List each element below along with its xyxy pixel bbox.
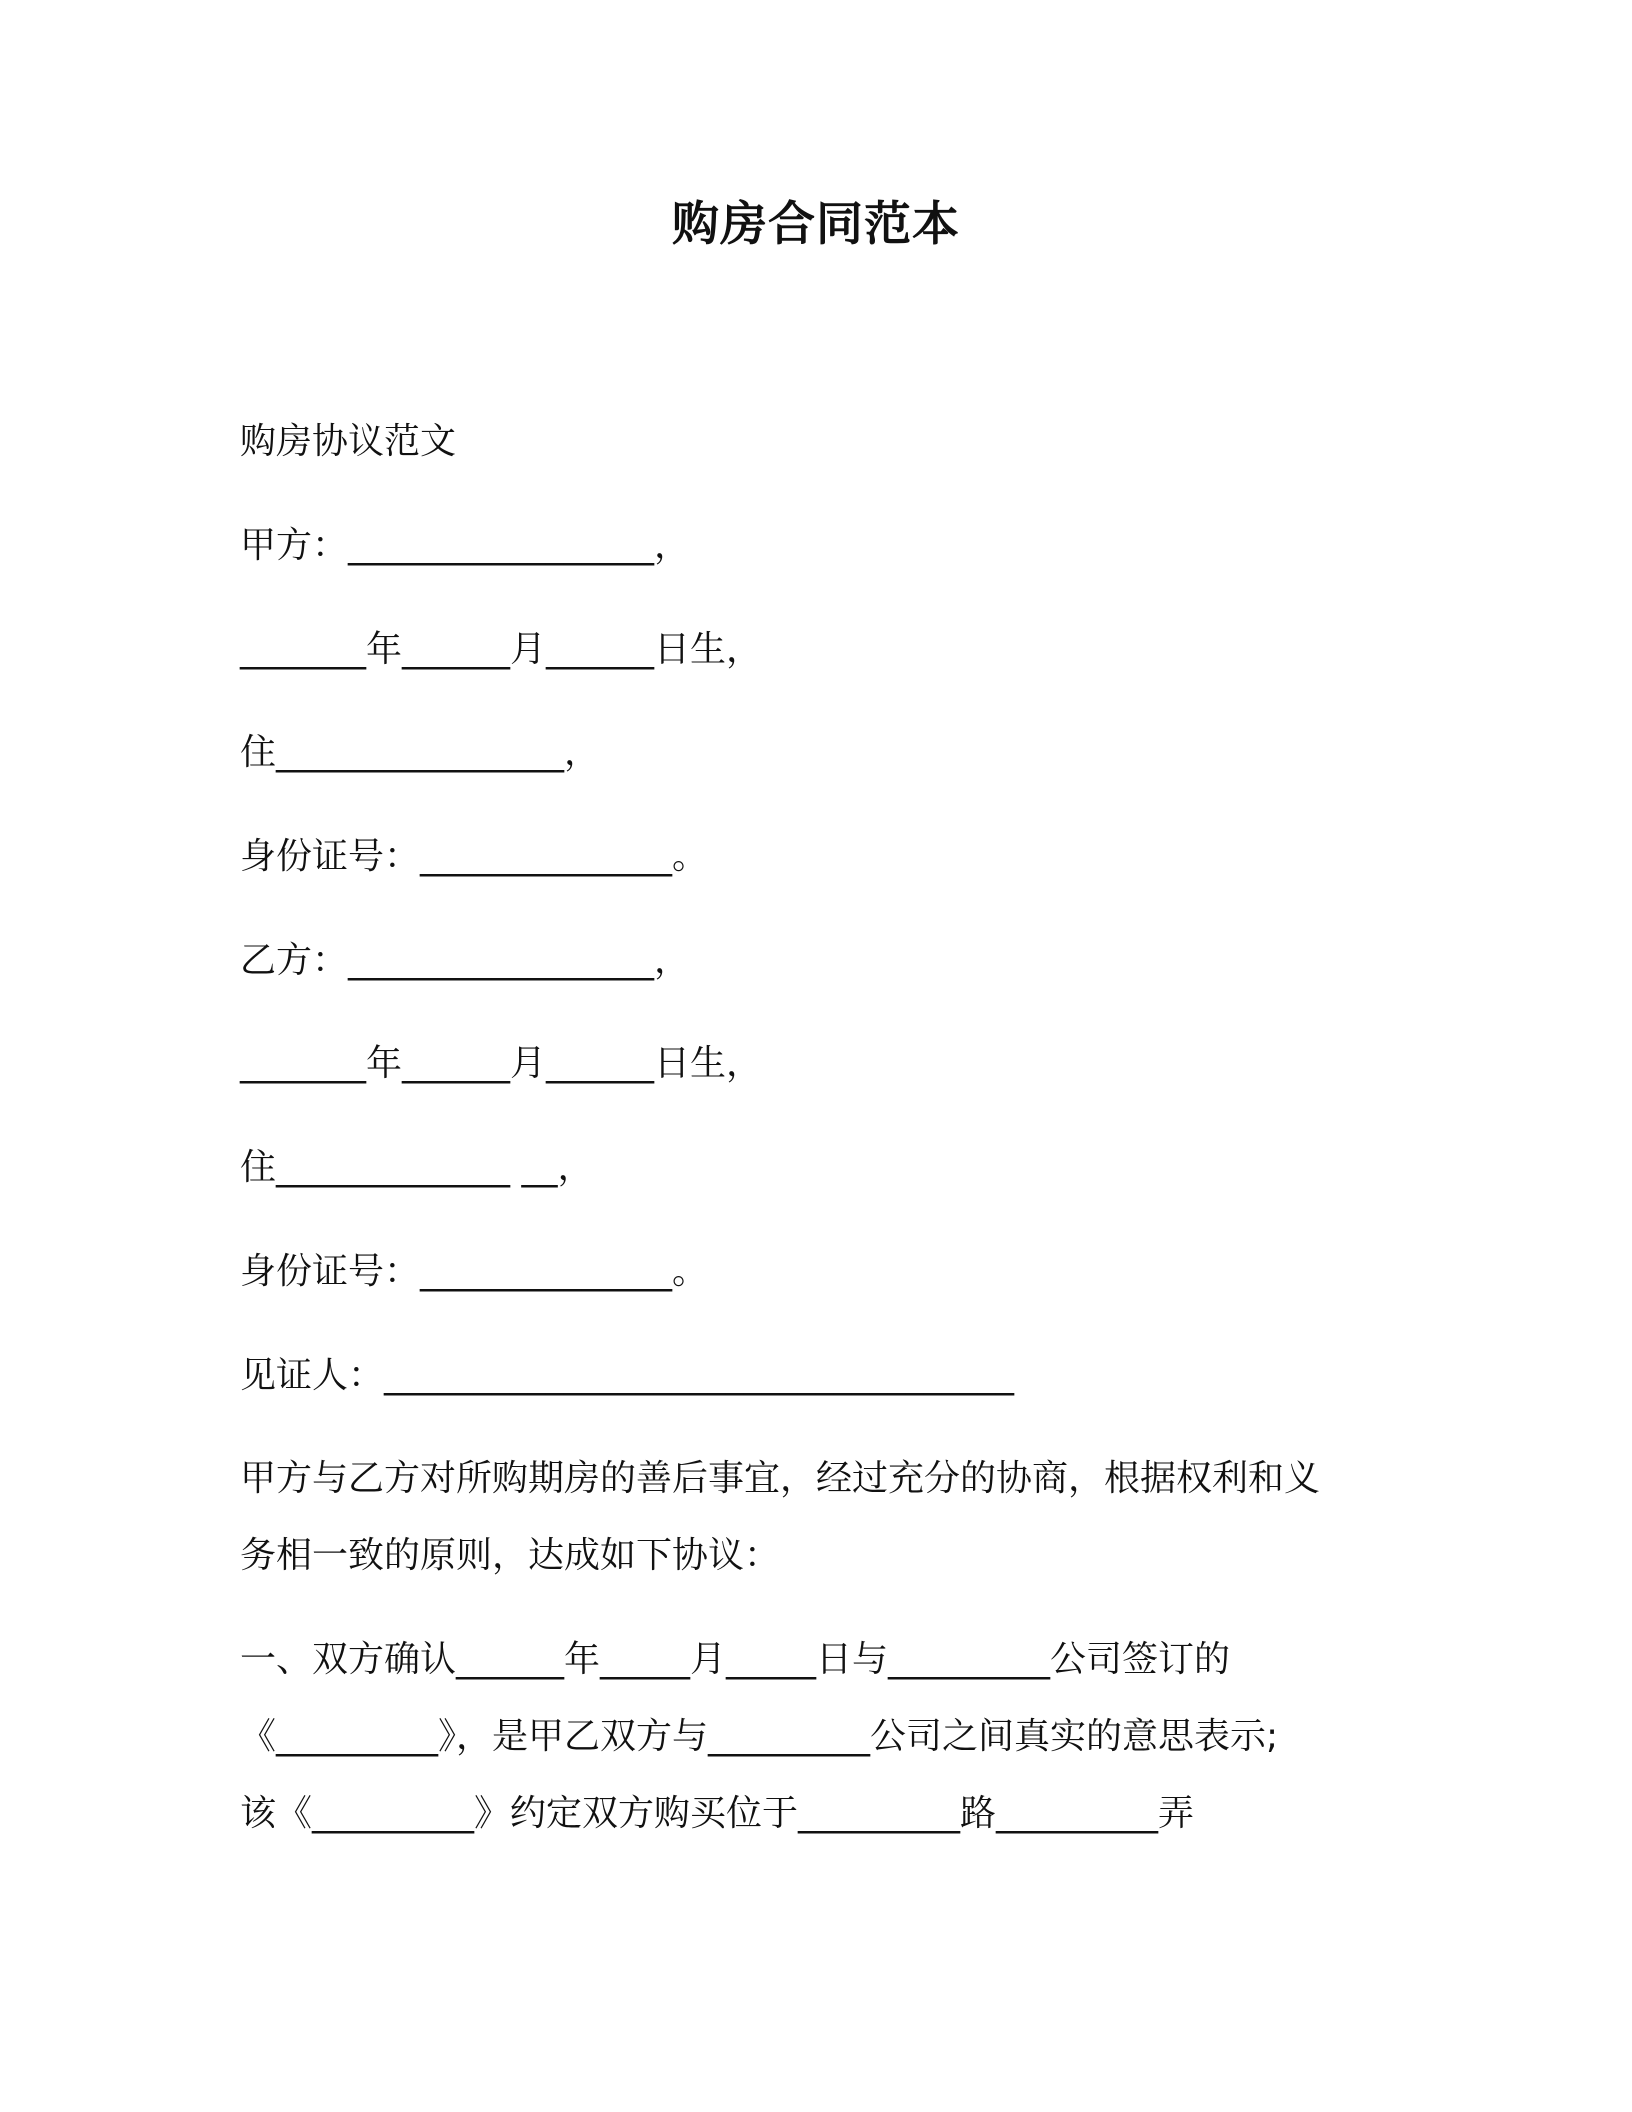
party-a-address-line: 住________________， — [240, 732, 600, 773]
party-a-birth-line: _______年______月______日生， — [240, 629, 763, 670]
document-title: 购房合同范本 — [672, 197, 960, 252]
party-a-id-line: 身份证号：______________。 — [240, 836, 709, 877]
witness-line: 见证人：___________________________________ — [240, 1355, 1015, 1396]
party-b-birth-line: _______年______月______日生， — [240, 1043, 763, 1084]
clause-1-line-3: 该《_________》约定双方购买位于_________路_________弄 — [240, 1793, 1195, 1834]
clause-1-line-1: 一、双方确认______年_____月_____日与_________公司签订的 — [240, 1639, 1231, 1680]
party-b-address-line: 住_____________ __， — [240, 1147, 594, 1188]
document-subtitle: 购房协议范文 — [240, 421, 457, 462]
party-a-name-line: 甲方：_________________， — [240, 525, 691, 566]
intro-paragraph — [240, 1455, 1390, 1580]
clause-1-paragraph — [240, 1636, 1390, 1838]
clause-1-line-2: 《_________》，是甲乙双方与_________公司之间真实的意思表示; — [240, 1716, 1279, 1757]
party-b-name-line: 乙方：_________________， — [240, 940, 691, 981]
party-b-id-line: 身份证号：______________。 — [240, 1251, 709, 1292]
intro-line-1: 甲方与乙方对所购期房的善后事宜，经过充分的协商，根据权利和义 — [240, 1458, 1321, 1499]
intro-line-2: 务相一致的原则，达成如下协议： — [240, 1535, 781, 1576]
